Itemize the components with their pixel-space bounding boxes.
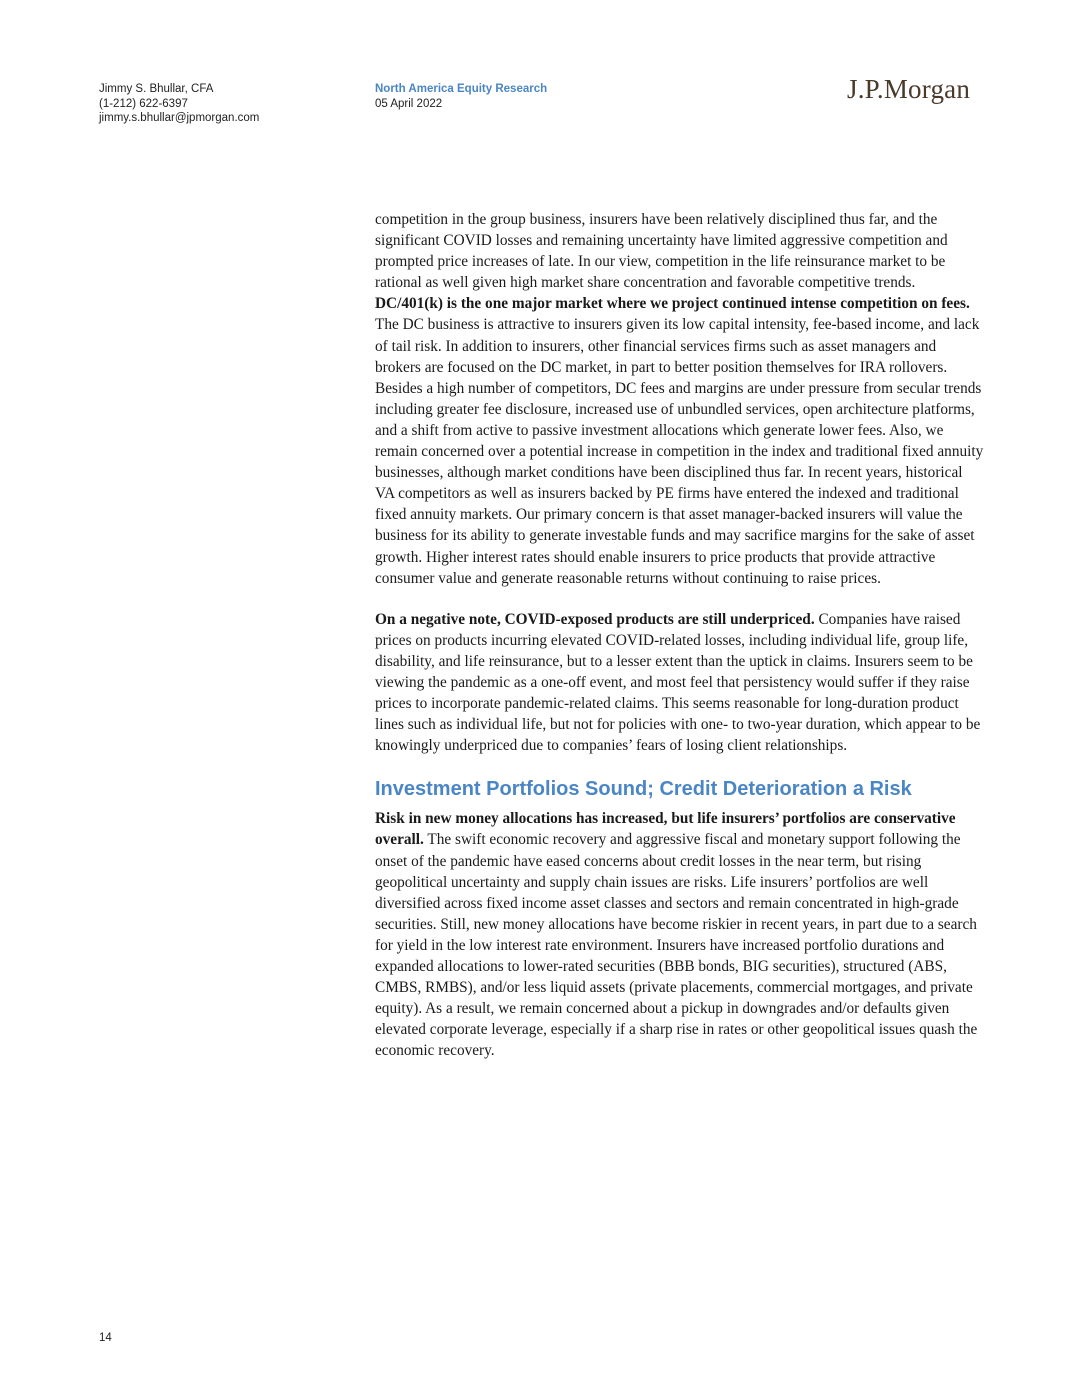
paragraph-text: The DC business is attractive to insurers given its low capital intensity, fee-based income, and lack of tail risk. In addition to insurers, other financial services firms such as asset managers and brokers are focused on the DC market, in part to better position themselves for IRA rollovers. Besides a high number of competitors, DC fees and margins are under pressure from secular trends including greater fee disclosure, increased use of unbundled services, open architecture platforms, and a shift from active to passive investment allocations which generate lower fees. Also, we remain concerned over a potential increase in competition in the index and traditional fixed annuity businesses, although market conditions have been disciplined thus far. In recent years, historical VA competitors as well as insurers backed by PE firms have entered the indexed and traditional fixed annuity markets. Our primary concern is that asset manager-backed insurers will value the business for its ability to generate investable funds and may sacrifice margins for the sake of asset growth. Higher interest rates should enable insurers to price products that provide attractive consumer value and generate reasonable returns without continuing to raise prices. (375, 316, 984, 587)
paragraph-text: competition in the group business, insurers have been relatively disciplined thus far, and the significant COVID losses and remaining uncertainty have limited aggressive competition and prompted price increases of late. In our view, competition in the life reinsurance market to be rational as well given high market share concentration and favorable competitive trends. (375, 211, 948, 292)
paragraph-text: Companies have raised prices on products incurring elevated COVID-related losses, including individual life, group life, disability, and life reinsurance, but to a lesser extent than the uptick in claims. Insurers seem to be viewing the pandemic as a one-off event, and most feel that persistency would suffer if they raise prices to incorporate pandemic-related claims. This seems reasonable for long-duration product lines such as individual life, but not for policies with one- to two-year duration, which appear to be knowingly underpriced due to companies’ fears of losing client relationships. (375, 610, 981, 755)
main-text (375, 209, 985, 1061)
paragraph-text: The swift economic recovery and aggressive fiscal and monetary support following the onset of the pandemic have eased concerns about credit losses in the near term, but rising geopolitical uncertainty and supply chain issues are risks. Life insurers’ portfolios are well diversified across fixed income asset classes and sectors and remain concentrated in high-grade securities. Still, new money allocations have become riskier in recent years, in part due to a search for yield in the low interest rate environment. Insurers have increased portfolio durations and expanded allocations to lower-rated securities (BBB bonds, BIG securities), structured (ABS, CMBS, RMBS), and/or less liquid assets (private placements, commercial mortgages, and private equity). As a result, we remain concerned about a pickup in downgrades and/or defaults given elevated corporate leverage, especially if a sharp rise in rates or other geopolitical issues quash the economic recovery. (375, 831, 978, 1060)
bold-lead: Risk in new money allocations has increased, but life insurers’ portfolios are conservative overall. (375, 810, 956, 849)
report-date: 05 April 2022 (375, 97, 443, 110)
paragraph-investment-portfolios (375, 808, 985, 1061)
author-name: Jimmy S. Bhullar, CFA (99, 83, 214, 95)
paragraph-covid-pricing (375, 609, 985, 757)
author-email: jimmy.s.bhullar@jpmorgan.com (99, 112, 260, 124)
page-number: 14 (99, 1332, 112, 1344)
author-phone: (1-212) 622-6397 (99, 97, 188, 110)
bold-statement: DC/401(k) is the one major market where we project continued intense competition on fees. (375, 295, 970, 313)
paragraph-competition (375, 209, 985, 589)
author-block (99, 82, 259, 126)
section-heading: Investment Portfolios Sound; Credit Deterioration a Risk (375, 778, 912, 801)
jpmorgan-logo: J.P.Morgan (847, 74, 971, 104)
research-unit: North America Equity Research (375, 83, 548, 95)
bold-lead: On a negative note, COVID-exposed products are still underpriced. (375, 610, 815, 628)
research-header (375, 82, 547, 111)
